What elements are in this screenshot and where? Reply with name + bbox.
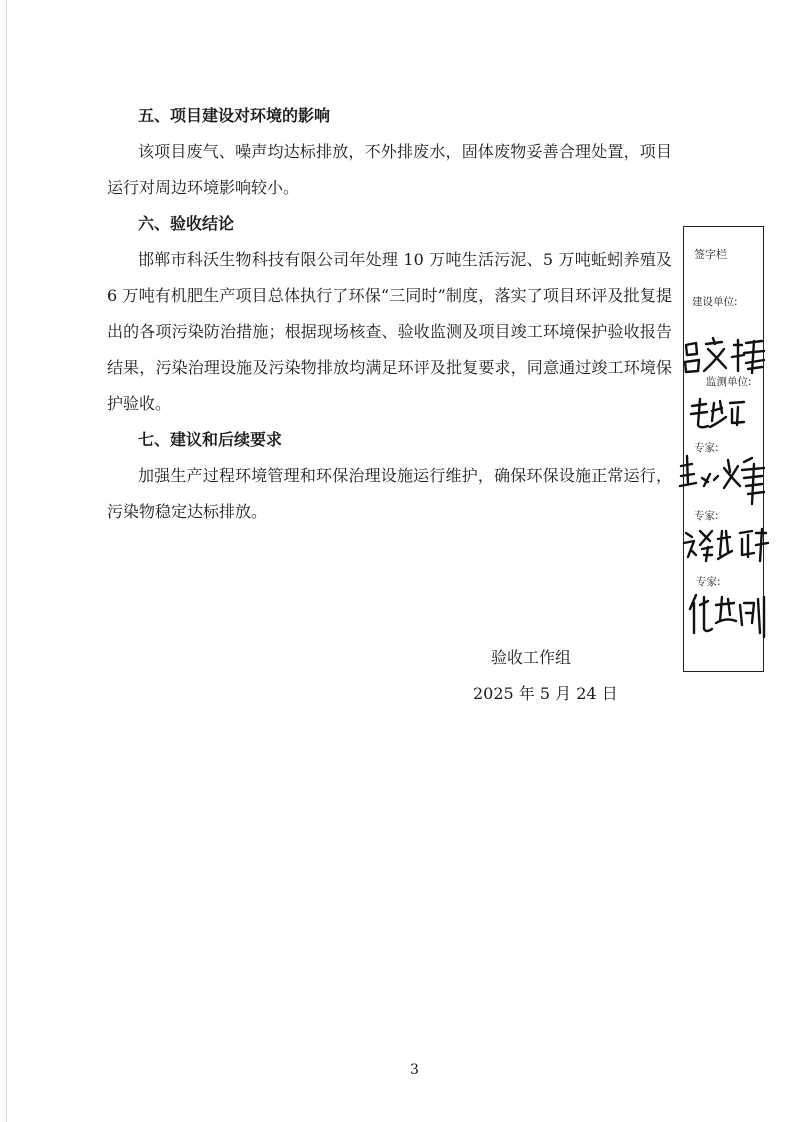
document-body [107, 98, 672, 703]
signature-box [683, 226, 764, 672]
signature-box-title: 签字栏 [694, 248, 727, 261]
page-number: 3 [410, 1062, 419, 1078]
section-heading-7: 七、建议和后续要求 [138, 430, 283, 449]
construction-unit-label: 建设单位: [692, 296, 738, 308]
section-heading-6: 六、验收结论 [138, 214, 235, 233]
expert-label-1: 专家: [694, 442, 719, 454]
closing-date: 2025 年 5 月 24 日 [473, 684, 618, 703]
section-6-paragraph: 邯郸市科沃生物科技有限公司年处理 10 万吨生活污泥、5 万吨蚯蚓养殖及 6 万吨有机肥生产项目总体执行了环保“三同时”制度，落实了项目环评及批复提出的各项污染防治措施；根据现场核查、验收监测及项目竣工环境保护验收报告结果，污染治理设施及污染物排放均满足环评及批复要求，同意通过竣工环境保护验收。 [107, 250, 672, 413]
expert-signature-3 [688, 591, 772, 639]
expert-label-2: 专家: [694, 510, 719, 522]
construction-unit-signature [682, 335, 766, 375]
section-5-paragraph: 该项目废气、噪声均达标排放，不外排废水，固体废物妥善合理处置，项目运行对周边环境影响较小。 [107, 142, 672, 197]
section-heading-5: 五、项目建设对环境的影响 [138, 106, 331, 125]
monitoring-unit-signature [688, 395, 748, 433]
expert-signature-2 [682, 525, 770, 565]
section-7-paragraph: 加强生产过程环境管理和环保治理设施运行维护，确保环保设施正常运行，污染物稳定达标排放。 [107, 466, 672, 521]
closing-organization: 验收工作组 [491, 648, 572, 667]
monitoring-unit-label: 监测单位: [706, 376, 752, 388]
expert-signature-1 [678, 452, 772, 510]
expert-label-3: 专家: [696, 576, 721, 588]
page-edge-line [6, 0, 7, 1122]
